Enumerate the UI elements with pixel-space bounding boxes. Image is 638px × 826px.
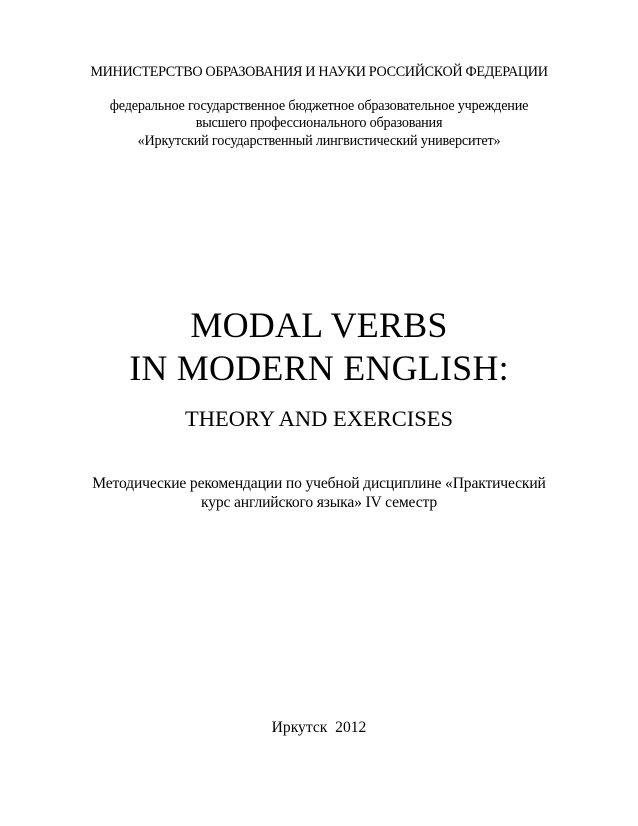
institution-line-1: федеральное государственное бюджетное образовательное учреждение (109, 98, 529, 114)
document-title-line-1: MODAL VERBS (190, 305, 448, 345)
document-subtitle: THEORY AND EXERCISES (185, 406, 453, 431)
ministry-heading: МИНИСТЕРСТВО ОБРАЗОВАНИЯ И НАУКИ РОССИЙСКОЙ ФЕДЕРАЦИИ (90, 64, 548, 80)
document-title-line-2: IN MODERN ENGLISH: (129, 348, 509, 388)
institution-line-3: «Иркутский государственный лингвистический университет» (137, 133, 501, 149)
description-line-1: Методические рекомендации по учебной дисциплине «Практический (92, 475, 546, 492)
city-year: Иркутск 2012 (271, 719, 367, 736)
institution-line-2: высшего профессионального образования (195, 115, 443, 131)
description-line-2: курс английского языка» IV семестр (201, 494, 437, 511)
